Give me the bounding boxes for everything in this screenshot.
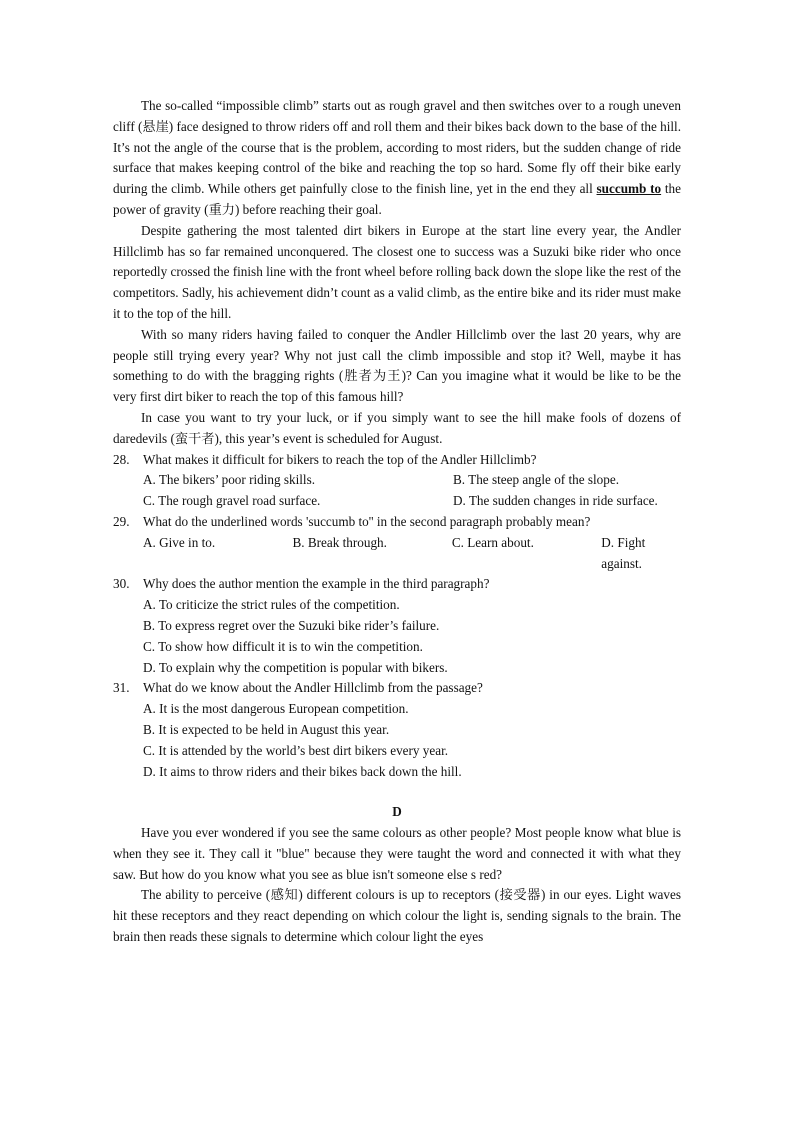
passage-c-paragraph-4: In case you want to try your luck, or if you simply want to see the hill make fools of dozens of daredevils (蛮干者), this year’s event is scheduled for August. xyxy=(113,409,681,446)
question-stem: Why does the author mention the example in the third paragraph? xyxy=(143,576,490,592)
passage-d-heading: D xyxy=(392,804,402,820)
option-a: A. The bikers’ poor riding skills. xyxy=(143,472,316,488)
question-30-options xyxy=(113,595,681,678)
passage-d-paragraph-1: Have you ever wondered if you see the same colours as other people? Most people know what blue is when they see it. They call it "blue" because they were taught the word and connected it with what they saw. But how do you know what you see as blue isn't someone else s red? xyxy=(113,825,681,882)
document-page xyxy=(113,96,681,948)
question-stem: What do we know about the Andler Hillclimb from the passage? xyxy=(143,680,483,696)
passage-c-paragraph-3: With so many riders having failed to conquer the Andler Hillclimb over the last 20 years, why are people still trying every year? Why not just call the climb impossible and stop it? Well, maybe it has something to do with the bragging rights (胜者为王)? Can you imagine what it would be like to be the very first dirt biker to reach the top of this famous hill? xyxy=(113,326,681,405)
option-d: D. To explain why the competition is popular with bikers. xyxy=(143,659,448,675)
passage-c-paragraph-1: The so-called “impossible climb” starts out as rough gravel and then switches over to a rough uneven cliff (悬崖) face designed to throw riders off and roll them and their bikes back down to the base of the hill. It’s not the angle of the course that is the problem, according to most riders, but the sudden change of ride surface that makes keeping control of the bike and reaching the top so hard. Some fly off their bike early during the climb. While others get painfully close to the finish line, yet in the end they all succumb to the power of gravity (重力) before reaching their goal. xyxy=(113,98,681,217)
option-c: C. The rough gravel road surface. xyxy=(143,493,321,509)
question-29-options xyxy=(113,533,681,575)
question-28 xyxy=(113,450,681,471)
option-a: A. Give in to. xyxy=(143,534,216,550)
question-number: 28. xyxy=(113,451,130,467)
option-c: C. To show how difficult it is to win the competition. xyxy=(143,638,423,654)
passage-c-paragraph-2: Despite gathering the most talented dirt bikers in Europe at the start line every year, the Andler Hillclimb has so far remained unconquered. The closest one to success was a Suzuki bike rider who once reportedly crossed the finish line with the front wheel before rolling back down the slope like the rest of the competitors. Sadly, his achievement didn’t count as a valid climb, as the entire bike and its rider must make it to the top of the hill. xyxy=(113,222,681,321)
option-d: D. Fight against. xyxy=(601,534,646,571)
question-31 xyxy=(113,678,681,699)
question-30 xyxy=(113,574,681,595)
question-29 xyxy=(113,512,681,533)
question-stem: What makes it difficult for bikers to reach the top of the Andler Hillclimb? xyxy=(143,451,537,467)
option-a: A. To criticize the strict rules of the competition. xyxy=(143,597,400,613)
option-c: C. It is attended by the world’s best dirt bikers every year. xyxy=(143,742,449,758)
option-a: A. It is the most dangerous European competition. xyxy=(143,701,409,717)
option-c: C. Learn about. xyxy=(451,534,534,550)
question-28-options xyxy=(113,470,681,512)
question-stem: What do the underlined words 'succumb to'' in the second paragraph probably mean? xyxy=(143,513,591,529)
question-31-options xyxy=(113,699,681,782)
option-b: B. Break through. xyxy=(292,534,387,550)
option-b: B. It is expected to be held in August this year. xyxy=(143,721,390,737)
option-b: B. The steep angle of the slope. xyxy=(453,472,620,488)
question-number: 31. xyxy=(113,680,130,696)
question-number: 30. xyxy=(113,576,130,592)
passage-d-paragraph-2: The ability to perceive (感知) different colours is up to receptors (接受器) in our eyes. Light waves hit these receptors and they react depending on which colour the light is, sending signals to the brain. The brain then reads these signals to determine which colour light the eyes xyxy=(113,887,681,945)
underlined-phrase: succumb to xyxy=(596,181,662,197)
option-d: D. The sudden changes in ride surface. xyxy=(453,493,658,509)
question-number: 29. xyxy=(113,513,130,529)
option-d: D. It aims to throw riders and their bikes back down the hill. xyxy=(143,763,462,779)
option-b: B. To express regret over the Suzuki bike rider’s failure. xyxy=(143,617,440,633)
